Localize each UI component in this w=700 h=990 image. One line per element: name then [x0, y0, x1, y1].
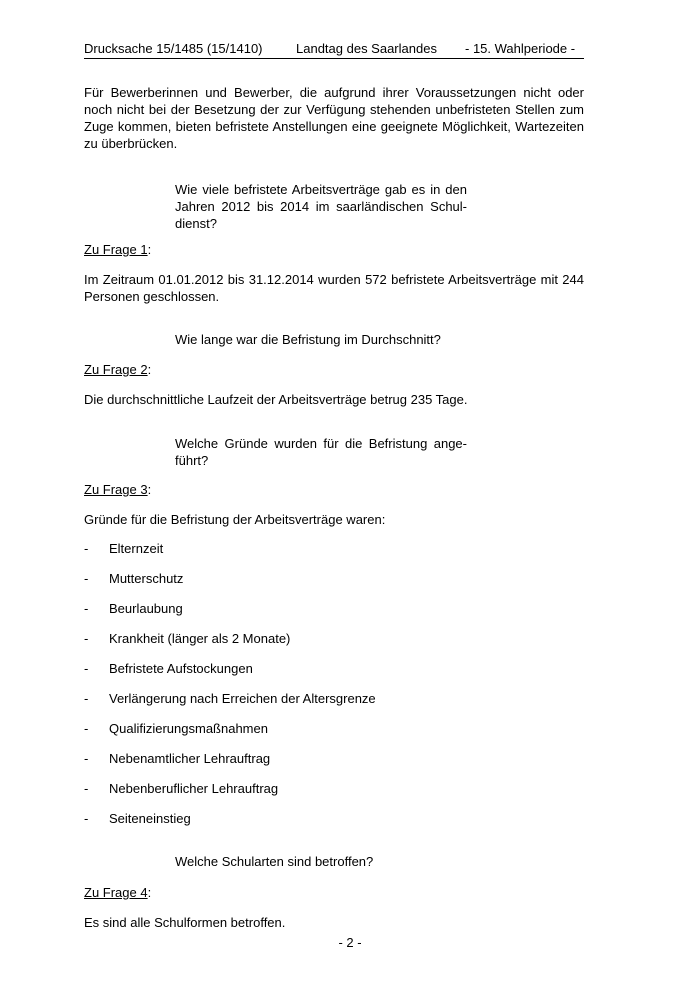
- list-bullet: -: [84, 631, 89, 646]
- list-bullet: -: [84, 751, 89, 766]
- question-4: Welche Schularten sind betroffen?: [175, 854, 374, 869]
- answer-4-label-colon: :: [147, 885, 152, 900]
- answer-3-label-text: Zu Frage 3: [84, 482, 148, 497]
- answer-4-label-text: Zu Frage 4: [84, 885, 148, 900]
- page-number: - 2 -: [338, 935, 362, 950]
- list-bullet: -: [84, 721, 89, 736]
- answer-1-label-text: Zu Frage 1: [84, 242, 148, 257]
- answer-2-text: Die durchschnittliche Laufzeit der Arbeitsverträge betrug 235 Tage.: [84, 392, 468, 407]
- list-bullet: -: [84, 571, 89, 586]
- answer-2-label: [84, 361, 151, 378]
- list-item-text: Elternzeit: [109, 541, 164, 556]
- answer-3-label: [84, 481, 151, 498]
- header-period: - 15. Wahlperiode -: [465, 41, 576, 56]
- list-item-text: Qualifizierungsmaßnahmen: [109, 721, 268, 736]
- list-item-text: Beurlaubung: [109, 601, 183, 616]
- header-rule: [84, 58, 584, 59]
- list-item-text: Befristete Aufstockungen: [109, 661, 253, 676]
- list-item-text: Nebenberuflicher Lehrauftrag: [109, 781, 279, 796]
- answer-2-label-text: Zu Frage 2: [84, 362, 148, 377]
- list-bullet: -: [84, 781, 89, 796]
- list-item-text: Verlängerung nach Erreichen der Altersgrenze: [109, 691, 376, 706]
- list-item-text: Seiteneinstieg: [109, 811, 191, 826]
- question-3: Welche Gründe wurden für die Befristung ange-führt?: [175, 436, 467, 468]
- answer-4-text: Es sind alle Schulformen betroffen.: [84, 915, 286, 930]
- header-document-number: Drucksache 15/1485 (15/1410): [84, 41, 263, 56]
- list-item-text: Nebenamtlicher Lehrauftrag: [109, 751, 271, 766]
- answer-2-label-colon: :: [147, 362, 152, 377]
- answer-1-text: Im Zeitraum 01.01.2012 bis 31.12.2014 wurden 572 befristete Arbeitsverträge mit 244 Personen geschlossen.: [84, 272, 584, 304]
- list-item-text: Mutterschutz: [109, 571, 184, 586]
- list-bullet: -: [84, 601, 89, 616]
- list-bullet: -: [84, 811, 89, 826]
- list-item-text: Krankheit (länger als 2 Monate): [109, 631, 291, 646]
- answer-4-label: [84, 884, 151, 901]
- answer-1-label-colon: :: [147, 242, 152, 257]
- answer-3-text: Gründe für die Befristung der Arbeitsverträge waren:: [84, 512, 386, 527]
- intro-paragraph: Für Bewerberinnen und Bewerber, die aufgrund ihrer Voraussetzungen nicht oder noch nicht bei der Besetzung der zur Verfügung stehenden unbefristeten Stellen zum Zuge kommen, bieten befristete Anstellungen eine geeignete Möglichkeit, Wartezeiten zu überbrücken.: [84, 85, 584, 151]
- list-bullet: -: [84, 541, 89, 556]
- list-bullet: -: [84, 661, 89, 676]
- question-2: Wie lange war die Befristung im Durchschnitt?: [175, 332, 441, 347]
- header-parliament: Landtag des Saarlandes: [296, 41, 437, 56]
- list-bullet: -: [84, 691, 89, 706]
- question-1: Wie viele befristete Arbeitsverträge gab es in den Jahren 2012 bis 2014 im saarländischen Schul-dienst?: [175, 182, 467, 231]
- answer-1-label: [84, 241, 151, 258]
- answer-3-label-colon: :: [147, 482, 152, 497]
